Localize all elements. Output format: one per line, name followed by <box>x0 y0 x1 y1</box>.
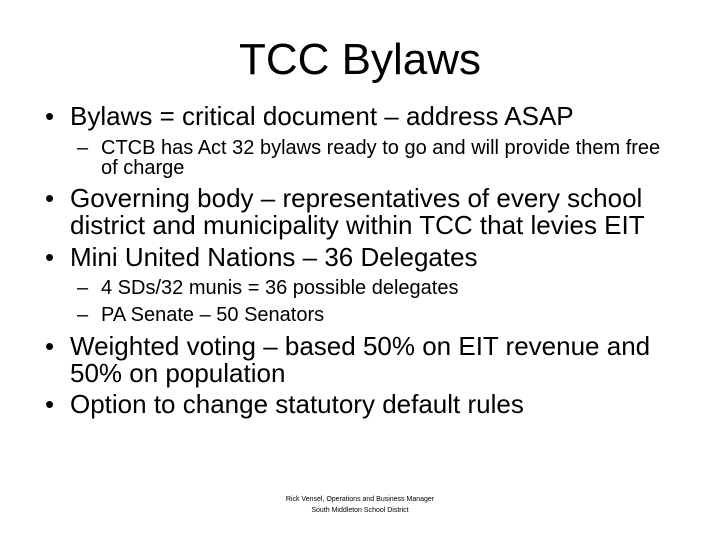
bullet-item <box>45 244 685 271</box>
bullet-marker: • <box>45 242 55 272</box>
bullet-marker: • <box>45 389 55 419</box>
bullet-item <box>45 391 685 418</box>
bullet-text: Bylaws = critical document – address ASAP <box>70 101 574 131</box>
bullet-item <box>45 103 685 130</box>
bullet-text: Mini United Nations – 36 Delegates <box>70 242 478 272</box>
sub-bullet-item <box>77 138 677 178</box>
bullet-marker: • <box>45 101 55 131</box>
sub-bullet-text: CTCB has Act 32 bylaws ready to go and will provide them free of charge <box>101 137 661 179</box>
bullet-item <box>45 333 685 387</box>
sub-bullet-text: 4 SDs/32 munis = 36 possible delegates <box>101 277 459 299</box>
dash-marker: – <box>77 304 89 326</box>
footer-organization: South Middleton School District <box>311 507 409 514</box>
sub-bullet-item <box>77 278 677 298</box>
bullet-text: Governing body – representatives of every school district and municipality within TCC that levies EIT <box>70 183 645 240</box>
slide-title: TCC Bylaws <box>238 35 482 84</box>
bullet-text: Weighted voting – based 50% on EIT revenue and 50% on population <box>70 331 651 388</box>
bullet-marker: • <box>45 183 55 213</box>
bullet-item <box>45 185 685 239</box>
bullet-marker: • <box>45 331 55 361</box>
dash-marker: – <box>77 137 89 159</box>
dash-marker: – <box>77 277 89 299</box>
sub-bullet-item <box>77 305 677 325</box>
footer-presenter: Rick Vensel, Operations and Business Manager <box>285 496 435 503</box>
bullet-text: Option to change statutory default rules <box>70 389 524 419</box>
sub-bullet-text: PA Senate – 50 Senators <box>101 304 325 326</box>
slide-footer <box>210 494 510 516</box>
